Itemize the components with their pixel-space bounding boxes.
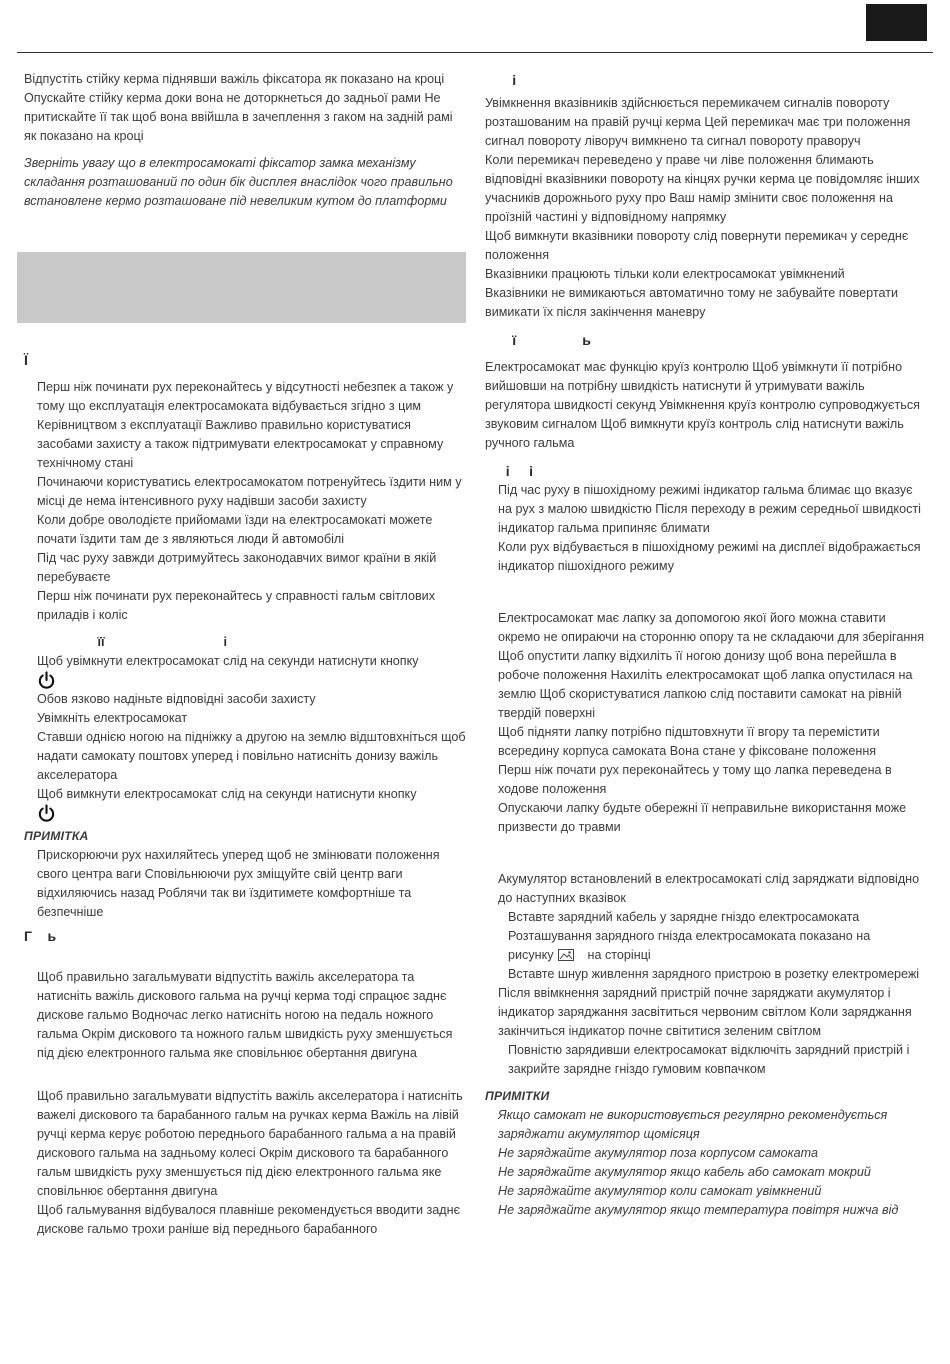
intro-note: Зверніть увагу що в електросамокаті фіксатор замка механізму складання розташований по один бік дисплея внаслідок чого правильно встановлене кермо розташоване під невеликим кутом до платформи <box>24 156 453 208</box>
brake-heading: Г ь <box>24 928 57 944</box>
charge-steps <box>485 908 925 984</box>
safety-list <box>24 378 466 625</box>
brake-paragraph: Щоб правильно загальмувати відпустіть важіль акселератора і натисніть важелі дискового та барабанного гальм на ручках керма Важіль на лівій ручці керма керує роботою переднього барабанного гальма а на правій дискового гальма на задньому колесі Окрім дискового та барабанного гальм швидкість руху зменшується під дією електронного гальма яке сповільнює обертання двигуна <box>37 1089 463 1198</box>
turn-paragraph: Вказівники працюють тільки коли електросамокат увімкнений <box>485 267 845 281</box>
charge-step: Вставте шнур живлення зарядного пристрою в розетку електромережі <box>508 967 920 981</box>
note-label: ПРИМІТКА <box>24 829 89 843</box>
top-rule <box>17 52 933 53</box>
intro-paragraph: Відпустіть стійку керма піднявши важіль фіксатора як показано на кроці Опускайте стійку керма доки вона не доторкнеться до задньої рами Не притискайте її так щоб вона ввійшла в зачеплення з гаком на задній рамі як показано на кроці <box>24 72 453 143</box>
turn-paragraph: Увімкнення вказівників здійснюється перемикачем сигналів повороту розташованим на правій ручці керма Цей перемикач має три положення сигнал повороту ліворуч вимкнено та сигнал повороту праворуч <box>485 96 911 148</box>
safety-paragraph: Коли добре оволодієте прийомами їзди на електросамокаті можете почати їздити там де з являються люди й автомобілі <box>37 513 433 546</box>
left-column <box>24 70 466 1239</box>
cruise-paragraph: Електросамокат має функцію круїз контролю Щоб увімкнути її потрібно вийшовши на потрібну швидкість натиснути й утримувати важіль регулятора швидкості секунд Увімкнення круїз контролю супроводжується звуковим сигналом Щоб вимкнути круїз контроль слід натиснути важіль ручного гальма <box>485 360 920 450</box>
charge-final: Повністю зарядивши електросамокат відключіть зарядний пристрій і закрийте зарядне гніздо гумовим ковпачком <box>508 1043 910 1076</box>
safety-paragraph: Перш ніж починати рух переконайтесь у відсутності небезпек а також у тому що експлуатація електросамоката відбувається згідно з цим Керівництвом з експлуатації Важливо правильно користуватися засобами захисту а також підтримувати електросамокат у справному технічному стані <box>37 380 454 470</box>
charge-step: Розташування зарядного гнізда електросамоката показано на <box>508 929 871 943</box>
kickstand-paragraph: Щоб підняти лапку потрібно підштовхнути її вгору та перемістити всередину корпуса самоката Вона стане у фіксоване положення <box>498 725 880 758</box>
turn-signal-heading: і <box>485 72 517 88</box>
ride-paragraph: Увімкніть електросамокат <box>37 711 188 725</box>
note-item: Не заряджайте акумулятор якщо температура повітря нижча від <box>498 1203 899 1217</box>
charge-step: Вставте зарядний кабель у зарядне гніздо електросамоката <box>508 910 860 924</box>
kickstand-paragraph: Щоб опустити лапку відхиліть її ногою донизу щоб вона перейшла в робоче положення Нахиліть електросамокат щоб лапка опустилася на землю Щоб скористуватися лапкою слід поставити самокат на рівній твердій поверхні <box>498 649 913 720</box>
notes-list <box>485 1106 925 1220</box>
charge-after: Після ввімкнення зарядний пристрій почне заряджати акумулятор і індикатор заряджання засвітиться червоним світлом Коли заряджання закінчиться індикатор почне світитися зеленим світлом <box>498 986 912 1038</box>
pedestrian-heading: і і <box>498 463 534 479</box>
safety-paragraph: Під час руху завжди дотримуйтесь законодавчих вимог країни в якій перебуваєте <box>37 551 437 584</box>
figure-reference-label: рисунку <box>508 948 554 962</box>
image-icon <box>558 949 574 961</box>
turn-paragraph: Коли перемикач переведено у праве чи ліве положення блимають відповідні вказівники повороту на кінцях ручки керма це повідомляє інших учасників дорожнього руху про Ваш намір змінити своє положення на проїзній частині у відповідному напрямку <box>485 153 920 224</box>
pedestrian-paragraph: Коли рух відбувається в пішохідному режимі на дисплеї відображається індикатор пішохідного режиму <box>498 540 921 573</box>
safety-paragraph: Починаючи користуватись електросамокатом потренуйтесь їздити ним у місці де нема інтенсивного руху надівши засоби захисту <box>37 475 462 508</box>
pedestrian-paragraph: Під час руху в пішохідному режимі індикатор гальма блимає що вказує на рух з малою швидкістю Після переходу в режим середньої швидкості індикатор гальма припиняє блимати <box>498 483 921 535</box>
power-icon <box>37 671 56 690</box>
note-item: Не заряджайте акумулятор якщо кабель або самокат мокрий <box>498 1165 871 1179</box>
ride-paragraph: Обов язково надіньте відповідні засоби захисту <box>37 692 316 706</box>
right-column <box>485 70 925 1220</box>
kickstand-paragraph: Перш ніж почати рух переконайтесь у тому що лапка переведена в ходове положення <box>498 763 892 796</box>
note-item: Якщо самокат не використовується регулярно рекомендується заряджати акумулятор щомісяця <box>498 1108 888 1141</box>
brake-paragraph: Щоб гальмування відбувалося плавніше рекомендується вводити заднє дискове гальмо трохи раніше від переднього барабанного <box>37 1203 461 1236</box>
cruise-heading: ї ь <box>485 332 591 348</box>
note-item: Не заряджайте акумулятор коли самокат увімкнений <box>498 1184 822 1198</box>
pedestrian-list <box>485 481 925 576</box>
ride-heading: її і <box>24 635 228 649</box>
kickstand-paragraph: Електросамокат має лапку за допомогою якої його можна ставити окремо не опираючи на сторонню опору та не складаючи для зберігання <box>498 611 925 644</box>
ride-paragraph: Щоб увімкнути електросамокат слід на секунди натиснути кнопку <box>37 654 419 668</box>
safety-heading: Ї <box>24 352 28 368</box>
notes-label: ПРИМІТКИ <box>485 1089 550 1103</box>
charge-figure-line <box>508 946 925 965</box>
ride-list-2 <box>24 690 466 804</box>
ride-paragraph: Ставши однією ногою на підніжку а другою на землю відштовхніться щоб надати самокату поштовх уперед і повільно натисніть донизу важіль акселератора <box>37 730 466 782</box>
note-text: Прискорюючи рух нахиляйтесь уперед щоб не змінювати положення свого центра ваги Сповільнюючи рух зміщуйте свій центр ваги відхиляючись назад Роблячи так ви їздитимете комфортніше та безпечніше <box>37 848 440 919</box>
figure-page-label: на сторінці <box>587 948 651 962</box>
note-item: Не заряджайте акумулятор поза корпусом самоката <box>498 1146 818 1160</box>
turn-paragraph: Вказівники не вимикаються автоматично тому не забувайте повертати вимикати їх після закінчення маневру <box>485 286 899 319</box>
kickstand-paragraph: Опускаючи лапку будьте обережні її неправильне використання може призвести до травми <box>498 801 907 834</box>
turn-signal-list <box>485 94 925 322</box>
page-tab <box>866 4 927 41</box>
brake-paragraph-1: Щоб правильно загальмувати відпустіть важіль акселератора та натисніть важіль дискового гальма на ручці керма тоді спрацює заднє дискове гальмо Водночас легко натисніть ногою на педаль ножного гальма Окрім дискового та ножного гальм швидкість руху зменшується під дією електронного гальма яке сповільнює обертання двигуна <box>37 970 453 1060</box>
ride-paragraph: Щоб вимкнути електросамокат слід на секунди натиснути кнопку <box>37 787 417 801</box>
safety-paragraph: Перш ніж починати рух переконайтесь у справності гальм світлових приладів і коліс <box>37 589 436 622</box>
brake-list-2 <box>24 1087 466 1239</box>
ride-list <box>24 652 466 671</box>
turn-paragraph: Щоб вимкнути вказівники повороту слід повернути перемикач у середнє положення <box>485 229 909 262</box>
kickstand-list <box>485 609 925 837</box>
power-icon <box>37 804 56 823</box>
charge-intro: Акумулятор встановлений в електросамокаті слід заряджати відповідно до наступних вказівок <box>498 872 920 905</box>
